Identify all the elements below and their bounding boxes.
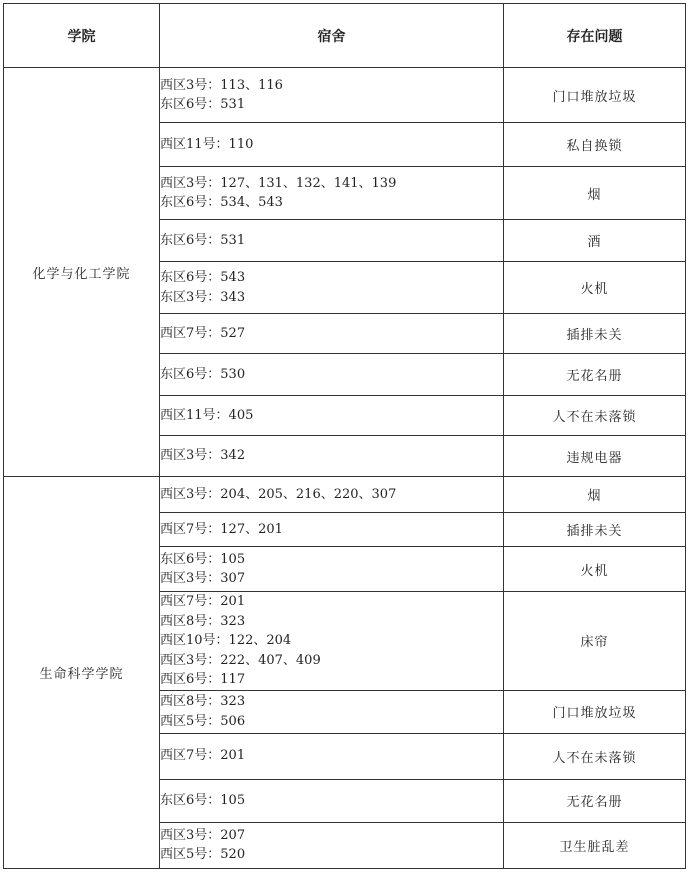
dorm-entry: 东区6号：543 — [160, 270, 246, 285]
dorm-cell — [160, 68, 504, 123]
dorm-cell — [160, 513, 504, 547]
dorm-cell — [160, 547, 504, 592]
dorm-cell — [160, 779, 504, 822]
dorm-cell — [160, 436, 504, 477]
dorm-entry: 西区5号：520 — [160, 847, 246, 862]
dorm-entry: 西区3号：204、205、216、220、307 — [160, 486, 397, 502]
dorm-entry: 西区3号：222、407、409 — [160, 652, 321, 668]
issue-cell: 违规电器 — [504, 436, 686, 477]
issue-cell: 无花名册 — [504, 354, 686, 396]
dorm-cell — [160, 354, 504, 396]
dorm-entry: 西区3号：307 — [160, 571, 246, 586]
college-cell: 生命科学学院 — [4, 477, 160, 869]
dorm-entry: 东区6号：534、543 — [160, 195, 283, 210]
dorm-entry: 西区11号：110 — [160, 136, 254, 152]
dorm-entry: 西区8号：323 — [160, 613, 246, 629]
header-row — [4, 4, 686, 68]
dorm-cell — [160, 314, 504, 354]
issue-cell: 人不在未落锁 — [504, 396, 686, 436]
table-row — [4, 477, 686, 513]
college-cell: 化学与化工学院 — [4, 68, 160, 477]
dorm-cell — [160, 167, 504, 220]
dorm-entry: 西区3号：207 — [160, 827, 246, 843]
issue-cell: 私自换锁 — [504, 123, 686, 167]
issue-cell: 门口堆放垃圾 — [504, 68, 686, 123]
issue-cell: 卫生脏乱差 — [504, 822, 686, 868]
dorm-inspection-table — [3, 3, 686, 869]
issue-cell: 火机 — [504, 547, 686, 592]
issue-cell: 床帘 — [504, 592, 686, 691]
issue-cell: 火机 — [504, 262, 686, 314]
dorm-entry: 东区6号：531 — [160, 232, 246, 248]
dorm-cell — [160, 396, 504, 436]
issue-cell: 插排未关 — [504, 314, 686, 354]
dorm-entry: 西区11号：405 — [160, 407, 254, 423]
issue-cell: 人不在未落锁 — [504, 733, 686, 779]
issue-cell: 插排未关 — [504, 513, 686, 547]
issue-cell: 门口堆放垃圾 — [504, 690, 686, 733]
issue-cell: 烟 — [504, 477, 686, 513]
dorm-cell — [160, 262, 504, 314]
dorm-entry: 西区7号：201 — [160, 594, 246, 609]
header-dorm: 宿舍 — [160, 4, 504, 68]
issue-cell: 无花名册 — [504, 779, 686, 822]
table-row — [4, 68, 686, 123]
dorm-entry: 西区3号：113、116 — [160, 77, 283, 93]
dorm-cell — [160, 220, 504, 262]
dorm-entry: 西区7号：127、201 — [160, 521, 283, 537]
dorm-cell — [160, 592, 504, 691]
header-issue: 存在问题 — [504, 4, 686, 68]
dorm-entry: 西区3号：127、131、132、141、139 — [160, 175, 397, 191]
dorm-entry: 西区7号：201 — [160, 748, 246, 764]
dorm-entry: 东区6号：530 — [160, 366, 246, 382]
table-body — [4, 68, 686, 869]
dorm-entry: 东区3号：343 — [160, 289, 246, 305]
dorm-entry: 东区6号：105 — [160, 551, 246, 567]
dorm-entry: 西区6号：117 — [160, 672, 246, 687]
dorm-entry: 西区5号：506 — [160, 713, 246, 729]
dorm-entry: 西区3号：342 — [160, 448, 246, 464]
issue-cell: 烟 — [504, 167, 686, 220]
dorm-entry: 西区10号：122、204 — [160, 633, 292, 648]
dorm-entry: 东区6号：531 — [160, 97, 246, 112]
dorm-cell — [160, 822, 504, 868]
dorm-cell — [160, 733, 504, 779]
dorm-entry: 西区7号：527 — [160, 325, 246, 341]
dorm-cell — [160, 690, 504, 733]
dorm-cell — [160, 123, 504, 167]
dorm-entry: 西区8号：323 — [160, 694, 246, 709]
dorm-cell — [160, 477, 504, 513]
issue-cell: 酒 — [504, 220, 686, 262]
dorm-entry: 东区6号：105 — [160, 792, 246, 808]
header-college: 学院 — [4, 4, 160, 68]
